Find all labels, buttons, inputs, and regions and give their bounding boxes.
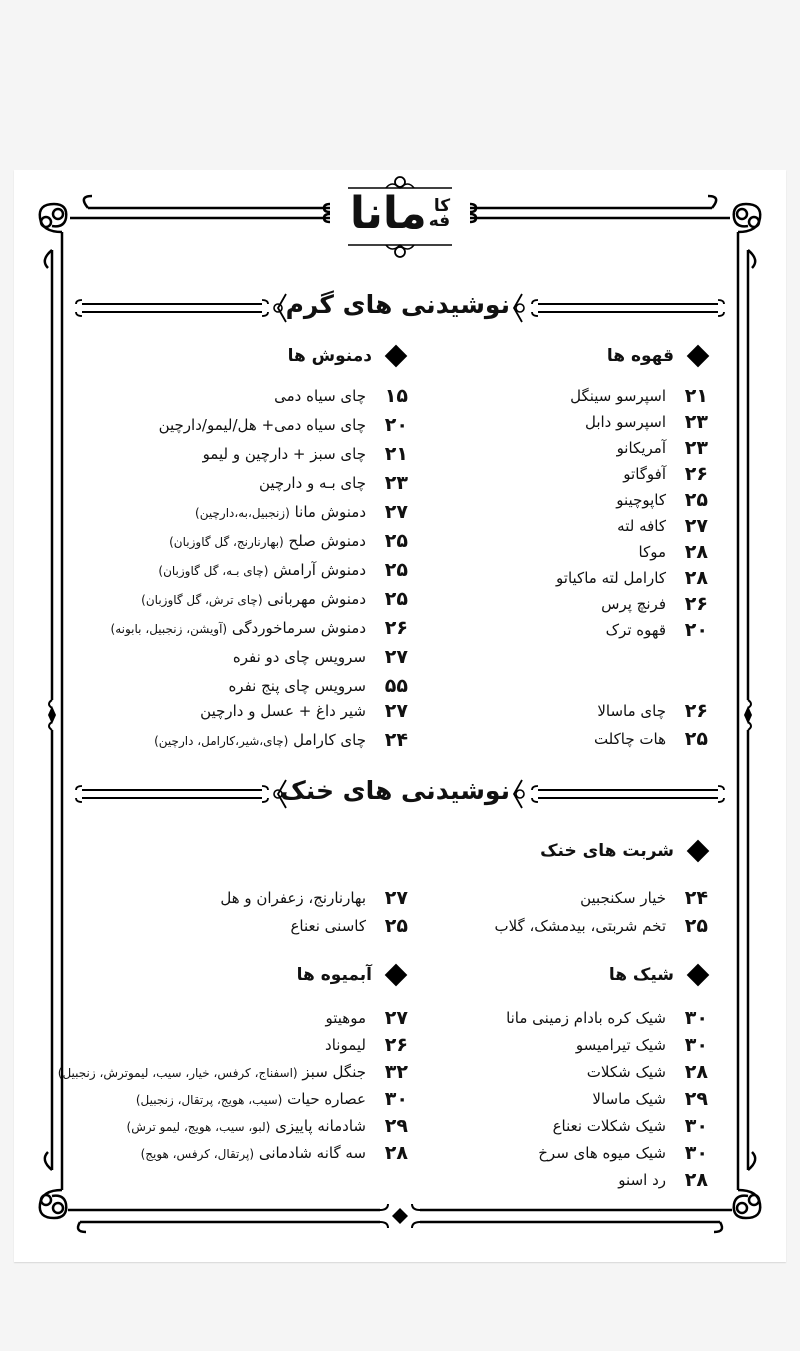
item-name-wrap	[592, 1090, 666, 1108]
item-name: چای ماسالا	[597, 702, 666, 720]
item-name-wrap	[200, 702, 366, 720]
menu-item	[154, 727, 408, 753]
item-ingredients: (پرتقال، کرفس، هویج)	[140, 1147, 255, 1161]
item-name: شیک ماسالا	[592, 1090, 666, 1108]
item-name-wrap	[594, 730, 666, 748]
menu-item	[617, 435, 708, 461]
item-price: ۲۷	[384, 501, 408, 523]
category-juices	[297, 965, 408, 985]
item-price: ۲۸	[684, 567, 708, 589]
menu-item	[325, 1032, 408, 1058]
item-name-wrap	[616, 491, 666, 509]
menu-item	[111, 615, 408, 641]
menu-item	[597, 698, 708, 724]
item-name-wrap	[169, 532, 366, 550]
item-name: جنگل سبز	[302, 1063, 366, 1081]
menu-item	[58, 1059, 408, 1085]
item-price: ۲۴	[684, 887, 708, 909]
item-price: ۲۸	[684, 541, 708, 563]
menu-item	[538, 1140, 708, 1166]
item-price: ۲۷	[384, 646, 408, 668]
item-ingredients: (اسفناج، کرفس، خیار، سیب، لیموترش، زنجبیل)	[57, 1066, 298, 1080]
item-name: دمنوش مهربانی	[267, 590, 366, 608]
item-name: رد اسنو	[618, 1171, 666, 1189]
item-name-wrap	[570, 387, 666, 405]
item-name: چای کارامل	[293, 731, 366, 749]
item-name: چای سیاه دمی+ هل/لیمو/دارچین	[158, 416, 366, 434]
item-name: شیک شکلات	[586, 1063, 666, 1081]
item-name-wrap	[159, 416, 366, 434]
item-price: ۳۰	[684, 1115, 708, 1137]
item-name: اسپرسو سینگل	[570, 387, 666, 405]
menu-item	[585, 409, 708, 435]
menu-item	[587, 1059, 708, 1085]
item-price: ۲۵	[684, 728, 708, 750]
logo-name: مانا	[349, 188, 427, 239]
diamond-bullet-icon	[687, 840, 710, 863]
menu-item	[233, 644, 408, 670]
logo-prefix-top: کا	[433, 195, 451, 216]
item-name-wrap	[617, 439, 666, 457]
item-name: شادمانه پاییزی	[275, 1117, 366, 1135]
item-ingredients: (زنجبیل،به،دارچین)	[195, 506, 290, 520]
item-price: ۲۹	[384, 1115, 408, 1137]
item-name-wrap	[141, 590, 366, 608]
category-sharbat	[540, 841, 710, 861]
section-title-hot-drinks: نوشیدنی های گرم	[285, 290, 510, 319]
category-coffee	[607, 346, 710, 366]
diamond-bullet-icon	[385, 345, 408, 368]
category-title: دمنوش ها	[287, 346, 372, 366]
item-name: سه گانه شادمانی	[258, 1144, 366, 1162]
menu-item	[616, 487, 708, 513]
item-price: ۲۶	[384, 1034, 408, 1056]
item-name-wrap	[618, 1171, 666, 1189]
item-price: ۲۸	[684, 1169, 708, 1191]
menu-item	[127, 1113, 408, 1139]
item-price: ۱۵	[384, 385, 408, 407]
item-price: ۲۵	[684, 915, 708, 937]
item-name: دمنوش صلح	[288, 532, 366, 550]
item-name-wrap	[606, 621, 666, 639]
item-name-wrap	[494, 917, 666, 935]
item-name: اسپرسو دابل	[584, 413, 666, 431]
diamond-bullet-icon	[385, 964, 408, 987]
item-price: ۲۴	[384, 729, 408, 751]
item-name: دمنوش سرماخوردگی	[231, 619, 366, 637]
diamond-bullet-icon	[687, 345, 710, 368]
item-price: ۲۳	[684, 411, 708, 433]
item-price: ۳۰	[684, 1007, 708, 1029]
menu-item	[136, 1086, 408, 1112]
menu-item	[141, 586, 408, 612]
item-name-wrap	[203, 445, 366, 463]
menu-item	[623, 461, 708, 487]
item-price: ۲۵	[384, 588, 408, 610]
menu-item	[618, 1167, 708, 1193]
item-price: ۲۵	[684, 489, 708, 511]
menu-item	[606, 617, 708, 643]
item-name-wrap	[259, 474, 366, 492]
item-price: ۲۸	[684, 1061, 708, 1083]
item-price: ۲۷	[384, 700, 408, 722]
menu-item	[580, 885, 708, 911]
item-name: قهوه ترک	[605, 621, 666, 639]
menu-item	[290, 913, 408, 939]
logo-prefix	[428, 195, 451, 231]
item-name-wrap	[136, 1090, 366, 1108]
cafe-logo	[340, 186, 460, 242]
menu-item	[592, 1086, 708, 1112]
item-name-wrap	[158, 561, 366, 579]
item-name: تخم شربتی، بیدمشک، گلاب	[494, 917, 666, 935]
item-name-wrap	[228, 677, 366, 695]
item-price: ۵۵	[384, 675, 408, 697]
item-name: شیک تیرامیسو	[575, 1036, 666, 1054]
item-name-wrap	[154, 731, 366, 749]
item-name-wrap	[290, 917, 366, 935]
menu-item	[494, 913, 708, 939]
item-price: ۳۰	[684, 1142, 708, 1164]
item-name-wrap	[326, 1009, 367, 1027]
item-ingredients: (سیب، هویج، پرتقال، زنجبیل)	[135, 1093, 283, 1107]
item-price: ۲۳	[384, 472, 408, 494]
item-name: کاپوچینو	[616, 491, 666, 509]
item-name-wrap	[587, 1063, 666, 1081]
menu-item	[195, 499, 408, 525]
item-price: ۲۷	[384, 887, 408, 909]
item-name: شیک میوه های سرخ	[538, 1144, 666, 1162]
item-name-wrap	[506, 1009, 666, 1027]
item-name-wrap	[597, 702, 666, 720]
menu-item	[200, 698, 408, 724]
diamond-bullet-icon	[687, 964, 710, 987]
menu-item	[259, 470, 408, 496]
category-title: آبمیوه ها	[296, 965, 372, 985]
item-name-wrap	[195, 503, 366, 521]
category-herbal-tea	[288, 346, 408, 366]
menu-item	[594, 726, 708, 752]
item-name: چای بـه و دارچین	[258, 474, 366, 492]
item-name: خیار سکنجبین	[580, 889, 666, 907]
item-ingredients: (چای بـه، گل گاوزبان)	[158, 564, 269, 578]
item-name-wrap	[538, 1144, 666, 1162]
item-name: موهیتو	[325, 1009, 366, 1027]
item-name: شیر داغ + عسل و دارچین	[200, 702, 366, 720]
category-title: شربت های خنک	[540, 841, 674, 861]
menu-item	[506, 1005, 708, 1031]
item-name-wrap	[639, 543, 667, 561]
menu-item	[203, 441, 408, 467]
item-price: ۲۵	[384, 915, 408, 937]
menu-item	[553, 1113, 708, 1139]
item-name-wrap	[556, 569, 666, 587]
item-price: ۲۶	[684, 593, 708, 615]
item-name-wrap	[623, 465, 666, 483]
item-name: چای سیاه دمی	[274, 387, 366, 405]
item-name-wrap	[580, 889, 666, 907]
item-name: هات چاکلت	[593, 730, 666, 748]
menu-item	[556, 565, 708, 591]
item-price: ۲۰	[384, 414, 408, 436]
item-price: ۲۱	[384, 443, 408, 465]
menu-item	[220, 885, 408, 911]
item-price: ۲۵	[384, 559, 408, 581]
item-name: کارامل لته ماکیاتو	[556, 569, 666, 587]
item-price: ۲۷	[384, 1007, 408, 1029]
item-price: ۳۰	[384, 1088, 408, 1110]
item-name-wrap	[576, 1036, 666, 1054]
item-name: آمریکانو	[616, 439, 666, 457]
category-title: شیک ها	[608, 965, 674, 985]
item-price: ۲۰	[684, 619, 708, 641]
item-name: عصاره حیات	[287, 1090, 366, 1108]
item-name-wrap	[127, 1117, 366, 1135]
item-name-wrap	[141, 1144, 366, 1162]
item-name-wrap	[617, 517, 666, 535]
item-name-wrap	[553, 1117, 666, 1135]
menu-item	[141, 1140, 408, 1166]
section-title-cold-drinks: نوشیدنی های خنک	[280, 776, 510, 805]
item-price: ۲۶	[684, 463, 708, 485]
item-price: ۲۹	[684, 1088, 708, 1110]
menu-item	[159, 412, 408, 438]
item-name: آفوگاتو	[623, 465, 666, 483]
menu-item	[639, 539, 709, 565]
item-price: ۲۶	[684, 700, 708, 722]
item-price: ۲۱	[684, 385, 708, 407]
menu-item	[326, 1005, 409, 1031]
item-name: شیک کره بادام زمینی مانا	[506, 1009, 666, 1027]
item-name: دمنوش آرامش	[273, 561, 366, 579]
item-name-wrap	[325, 1036, 366, 1054]
item-name: کاسنی نعناع	[290, 917, 366, 935]
item-name: کافه لته	[617, 517, 666, 535]
menu-item	[617, 513, 708, 539]
item-price: ۳۲	[384, 1061, 408, 1083]
item-name-wrap	[111, 619, 366, 637]
item-ingredients: (لبو، سیب، هویج، لیمو ترش)	[126, 1120, 271, 1134]
item-price: ۲۷	[684, 515, 708, 537]
item-name: شیک شکلات نعناع	[552, 1117, 666, 1135]
menu-item	[169, 528, 408, 554]
category-shakes	[609, 965, 710, 985]
item-name-wrap	[58, 1063, 366, 1081]
item-name-wrap	[274, 387, 366, 405]
item-name-wrap	[585, 413, 666, 431]
logo-prefix-bottom: فه	[428, 211, 451, 231]
item-name: دمنوش مانا	[294, 503, 366, 521]
item-price: ۲۵	[384, 530, 408, 552]
item-ingredients: (آویشن، زنجبیل، بابونه)	[110, 622, 228, 636]
item-name: سرویس چای دو نفره	[232, 648, 366, 666]
item-name: لیموناد	[325, 1036, 366, 1054]
menu-item	[576, 1032, 708, 1058]
menu-item	[601, 591, 708, 617]
menu-item	[274, 383, 408, 409]
category-title: قهوه ها	[606, 346, 674, 366]
item-ingredients: (چای،شیر،کارامل، دارچین)	[154, 734, 289, 748]
item-ingredients: (چای ترش، گل گاوزبان)	[141, 593, 263, 607]
item-name-wrap	[220, 889, 366, 907]
item-price: ۲۳	[684, 437, 708, 459]
menu-item	[228, 673, 408, 699]
item-name: موکا	[638, 543, 666, 561]
item-name: سرویس چای پنج نفره	[228, 677, 366, 695]
menu-item	[158, 557, 408, 583]
item-name: بهارنارنج، زعفران و هل	[220, 889, 366, 907]
item-price: ۳۰	[684, 1034, 708, 1056]
item-name-wrap	[233, 648, 366, 666]
item-ingredients: (بهارنارنج، گل گاوزبان)	[169, 535, 284, 549]
item-name-wrap	[601, 595, 666, 613]
item-price: ۲۶	[384, 617, 408, 639]
item-name: چای سبز + دارچین و لیمو	[202, 445, 366, 463]
item-price: ۲۸	[384, 1142, 408, 1164]
menu-item	[570, 383, 708, 409]
item-name: فرنچ پرس	[601, 595, 666, 613]
